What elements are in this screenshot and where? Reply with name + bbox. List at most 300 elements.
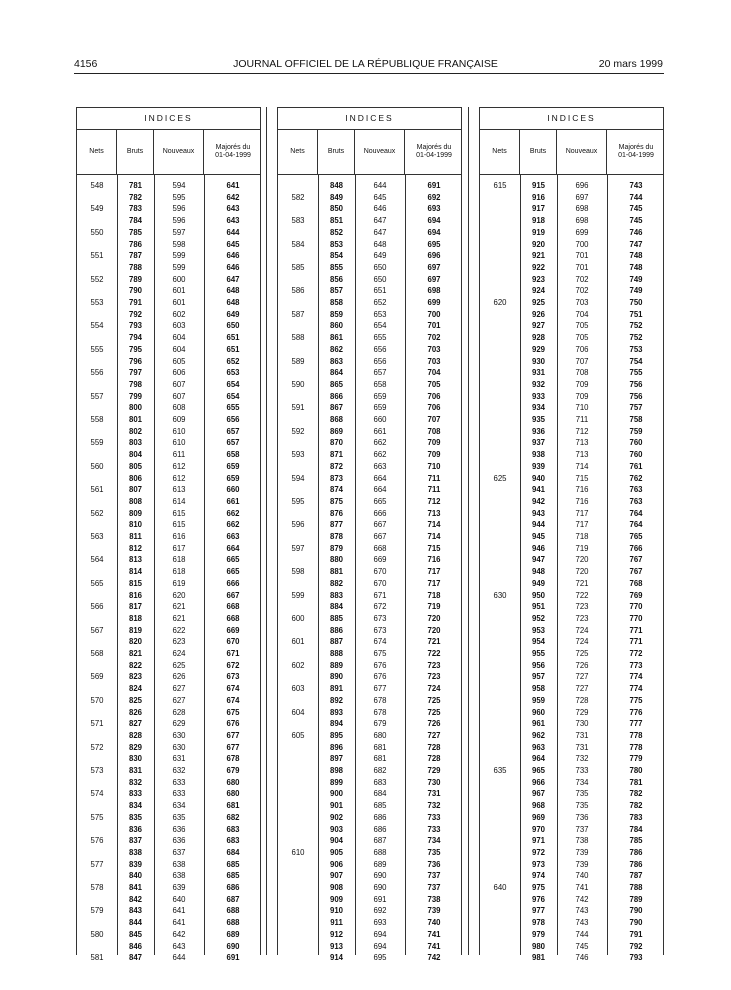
cell-bruts: 936 [531, 426, 545, 436]
cell-bruts: 966 [531, 777, 545, 787]
cell-nouveaux: 652 [373, 298, 387, 307]
cell-majores: 694 [427, 227, 441, 237]
cell-nouveaux: 689 [373, 859, 387, 869]
cell-nets: 570 [90, 695, 104, 705]
cell-majores: 763 [629, 496, 643, 506]
cell-nouveaux: 621 [172, 602, 186, 612]
cell-majores: 781 [629, 777, 643, 787]
cell-majores: 697 [427, 274, 441, 284]
table-row [278, 870, 461, 882]
cell-majores: 761 [629, 461, 643, 471]
table-row [77, 414, 260, 426]
cell-nouveaux: 722 [575, 590, 589, 600]
table-row [77, 718, 260, 730]
cell-nouveaux: 709 [575, 379, 589, 389]
cell-bruts: 919 [531, 227, 545, 237]
table-row [77, 554, 260, 566]
cell-majores: 787 [629, 871, 643, 881]
cell-bruts: 944 [531, 520, 545, 530]
table-row [278, 590, 461, 602]
cell-majores: 662 [226, 508, 240, 518]
cell-nouveaux: 646 [373, 204, 387, 214]
cell-nets: 598 [291, 567, 305, 577]
table-row [480, 239, 663, 251]
cell-majores: 745 [629, 204, 643, 214]
cell-nouveaux: 715 [575, 473, 589, 483]
cell-majores: 737 [427, 871, 441, 881]
cell-nouveaux: 737 [575, 824, 589, 834]
cell-majores: 789 [629, 894, 643, 904]
cell-bruts: 850 [329, 204, 343, 214]
cell-majores: 737 [427, 883, 441, 892]
table-row [77, 250, 260, 262]
cell-nouveaux: 742 [575, 894, 589, 904]
table-row [77, 192, 260, 204]
cell-nouveaux: 601 [172, 298, 186, 307]
column-header-majores [204, 129, 262, 174]
cell-majores: 782 [629, 789, 643, 799]
cell-majores: 714 [427, 532, 441, 541]
cell-majores: 649 [226, 309, 240, 319]
table-row [77, 730, 260, 742]
cell-nets: 555 [90, 344, 104, 354]
cell-majores: 700 [427, 309, 441, 319]
cell-nouveaux: 639 [172, 883, 186, 892]
cell-majores: 703 [427, 344, 441, 354]
cell-nouveaux: 699 [575, 227, 589, 237]
cell-nouveaux: 602 [172, 309, 186, 319]
cell-majores: 772 [629, 649, 643, 658]
table-row [480, 344, 663, 356]
table-body [480, 174, 663, 963]
cell-nouveaux: 731 [575, 742, 589, 752]
cell-nouveaux: 744 [575, 929, 589, 939]
cell-nets: 592 [291, 426, 305, 436]
cell-bruts: 974 [531, 871, 545, 881]
cell-nouveaux: 683 [373, 777, 387, 787]
table-body [278, 174, 461, 963]
cell-nouveaux: 716 [575, 485, 589, 495]
cell-bruts: 962 [531, 730, 545, 740]
cell-bruts: 971 [531, 836, 545, 846]
cell-nouveaux: 626 [172, 672, 186, 682]
table-row [278, 718, 461, 730]
cell-bruts: 811 [129, 532, 142, 541]
column-header-bruts [117, 129, 154, 174]
cell-bruts: 981 [531, 953, 545, 963]
table-row [278, 227, 461, 239]
cell-nouveaux: 635 [172, 812, 186, 822]
cell-majores: 653 [226, 368, 240, 378]
cell-majores: 703 [427, 356, 441, 366]
cell-bruts: 979 [531, 929, 545, 939]
cell-majores: 674 [226, 684, 240, 694]
cell-nouveaux: 656 [373, 344, 387, 354]
cell-bruts: 863 [329, 356, 343, 366]
cell-nouveaux: 714 [575, 461, 589, 471]
cell-majores: 788 [629, 883, 643, 892]
cell-nouveaux: 712 [575, 426, 589, 436]
cell-nouveaux: 618 [172, 555, 186, 565]
table-row [480, 367, 663, 379]
table-row [480, 859, 663, 871]
cell-nouveaux: 713 [575, 438, 589, 448]
cell-majores: 673 [226, 672, 240, 682]
cell-majores: 683 [226, 836, 240, 846]
cell-majores: 662 [226, 520, 240, 530]
cell-majores: 777 [629, 719, 643, 729]
cell-nouveaux: 631 [172, 754, 186, 764]
cell-nouveaux: 657 [373, 368, 387, 378]
table-row [480, 847, 663, 859]
cell-majores: 741 [427, 941, 441, 951]
cell-majores: 740 [427, 918, 441, 928]
cell-majores: 722 [427, 649, 441, 658]
cell-nouveaux: 739 [575, 859, 589, 869]
table-row [480, 683, 663, 695]
cell-bruts: 964 [531, 754, 545, 764]
table-row [77, 391, 260, 403]
cell-bruts: 849 [329, 192, 343, 202]
table-row [77, 952, 260, 964]
cell-majores: 767 [629, 567, 643, 577]
cell-nouveaux: 603 [172, 321, 186, 331]
cell-nets: 597 [291, 543, 305, 553]
cell-nouveaux: 671 [373, 590, 387, 600]
cell-nouveaux: 663 [373, 461, 387, 471]
cell-nouveaux: 627 [172, 695, 186, 705]
cell-nouveaux: 662 [373, 450, 387, 460]
column-header-label: Nouveaux [363, 147, 396, 155]
cell-nets: 603 [291, 684, 305, 694]
cell-bruts: 809 [128, 508, 142, 518]
cell-nets: 551 [90, 251, 104, 261]
table-row [77, 215, 260, 227]
cell-nouveaux: 673 [373, 625, 387, 635]
cell-nouveaux: 598 [172, 239, 186, 249]
cell-nets: 566 [90, 602, 104, 612]
cell-majores: 711 [427, 473, 441, 483]
cell-nouveaux: 600 [172, 274, 186, 284]
table-row [480, 660, 663, 672]
cell-majores: 743 [629, 181, 643, 190]
column-header-nouveaux [355, 129, 405, 174]
cell-majores: 723 [427, 660, 441, 670]
table-row [480, 508, 663, 520]
cell-majores: 718 [427, 590, 441, 600]
cell-majores: 709 [427, 450, 441, 460]
cell-majores: 670 [226, 637, 240, 647]
cell-nouveaux: 664 [373, 485, 387, 495]
cell-majores: 675 [226, 707, 240, 717]
cell-nets: 591 [291, 403, 305, 413]
cell-bruts: 896 [329, 742, 343, 752]
cell-nouveaux: 606 [172, 368, 186, 378]
cell-nets: 584 [291, 239, 305, 249]
table-row [480, 601, 663, 613]
cell-bruts: 892 [329, 695, 343, 705]
table-row [278, 859, 461, 871]
table-row [77, 917, 260, 929]
cell-bruts: 781 [128, 181, 142, 190]
cell-bruts: 882 [329, 578, 343, 588]
cell-nets: 600 [291, 613, 305, 623]
cell-bruts: 838 [128, 847, 142, 857]
column-header-nets [278, 129, 318, 174]
cell-bruts: 868 [329, 415, 343, 424]
cell-nets: 604 [291, 707, 305, 717]
cell-bruts: 848 [329, 181, 343, 190]
cell-nets: 615 [493, 181, 507, 190]
cell-majores: 736 [427, 859, 441, 869]
cell-majores: 726 [427, 719, 441, 729]
cell-majores: 778 [629, 730, 643, 740]
cell-nets: 593 [291, 450, 305, 460]
cell-majores: 714 [427, 520, 441, 530]
cell-majores: 719 [427, 602, 441, 612]
cell-nets: 582 [291, 192, 305, 202]
cell-bruts: 956 [531, 660, 545, 670]
table-row [480, 929, 663, 941]
cell-majores: 688 [226, 918, 240, 928]
cell-majores: 776 [629, 707, 643, 717]
cell-nouveaux: 711 [575, 415, 589, 424]
cell-majores: 690 [226, 941, 240, 951]
cell-nouveaux: 741 [575, 883, 589, 892]
table-row [480, 765, 663, 777]
table-row [480, 250, 663, 262]
table-row [480, 554, 663, 566]
cell-bruts: 832 [128, 777, 142, 787]
cell-nets: 567 [90, 625, 104, 635]
cell-nets: 578 [90, 883, 104, 892]
journal-title: JOURNAL OFFICIEL DE LA RÉPUBLIQUE FRANÇAISE [233, 58, 498, 70]
cell-majores: 678 [226, 754, 240, 764]
table-row [278, 707, 461, 719]
cell-nouveaux: 661 [373, 426, 387, 436]
cell-bruts: 969 [531, 812, 545, 822]
cell-bruts: 913 [329, 941, 343, 951]
table-row [480, 835, 663, 847]
cell-nets: 552 [90, 274, 104, 284]
cell-nets: 569 [90, 672, 104, 682]
table-row [77, 788, 260, 800]
cell-nouveaux: 622 [172, 625, 186, 635]
cell-majores: 686 [226, 883, 240, 892]
cell-bruts: 822 [128, 660, 142, 670]
cell-nets: 596 [291, 520, 305, 530]
cell-nouveaux: 633 [172, 777, 186, 787]
cell-nouveaux: 708 [575, 368, 589, 378]
cell-bruts: 881 [329, 567, 343, 577]
cell-nouveaux: 732 [575, 754, 589, 764]
cell-nets: 548 [90, 181, 104, 190]
cell-majores: 694 [427, 216, 441, 226]
cell-majores: 754 [629, 356, 643, 366]
cell-majores: 742 [427, 953, 441, 963]
cell-nouveaux: 700 [575, 239, 589, 249]
cell-nouveaux: 656 [373, 356, 387, 366]
cell-bruts: 783 [128, 204, 142, 214]
cell-nets: 594 [291, 473, 305, 483]
table-row [278, 508, 461, 520]
cell-nouveaux: 666 [373, 508, 387, 518]
cell-bruts: 871 [329, 450, 343, 460]
cell-bruts: 847 [128, 953, 142, 963]
table-row [77, 707, 260, 719]
table-row [480, 461, 663, 473]
cell-bruts: 976 [531, 894, 545, 904]
cell-bruts: 824 [128, 684, 142, 694]
table-row [480, 227, 663, 239]
cell-majores: 724 [427, 684, 441, 694]
cell-bruts: 973 [531, 859, 545, 869]
cell-majores: 729 [427, 766, 441, 775]
cell-bruts: 957 [531, 672, 545, 682]
cell-nouveaux: 648 [373, 239, 387, 249]
cell-majores: 713 [427, 508, 441, 518]
table-row [480, 356, 663, 368]
cell-nouveaux: 730 [575, 719, 589, 729]
cell-majores: 648 [226, 286, 240, 296]
cell-bruts: 836 [128, 824, 142, 834]
cell-majores: 784 [629, 824, 643, 834]
table-row [278, 636, 461, 648]
cell-nets: 590 [291, 379, 305, 389]
table-row [480, 671, 663, 683]
cell-bruts: 891 [329, 684, 343, 694]
table-row [77, 905, 260, 917]
cell-bruts: 894 [329, 719, 343, 729]
table-row [77, 613, 260, 625]
cell-majores: 659 [226, 473, 240, 483]
cell-nouveaux: 690 [373, 871, 387, 881]
cell-majores: 727 [427, 730, 441, 740]
cell-majores: 783 [629, 812, 643, 822]
cell-bruts: 885 [329, 613, 343, 623]
cell-nouveaux: 709 [575, 391, 589, 401]
cell-nouveaux: 625 [172, 660, 186, 670]
cell-majores: 689 [226, 929, 240, 939]
cell-nouveaux: 734 [575, 777, 589, 787]
cell-bruts: 880 [329, 555, 343, 565]
cell-nouveaux: 739 [575, 847, 589, 857]
cell-majores: 717 [427, 578, 441, 588]
cell-nouveaux: 701 [575, 251, 589, 261]
cell-majores: 715 [427, 543, 441, 553]
cell-nets: 557 [90, 391, 104, 401]
cell-bruts: 915 [531, 181, 545, 190]
cell-nouveaux: 679 [373, 719, 387, 729]
cell-nets: 554 [90, 321, 104, 331]
cell-majores: 704 [427, 368, 441, 378]
cell-bruts: 920 [531, 239, 545, 249]
table-row [480, 941, 663, 953]
cell-nouveaux: 659 [373, 391, 387, 401]
cell-majores: 746 [629, 227, 643, 237]
cell-majores: 762 [629, 473, 643, 483]
cell-bruts: 872 [329, 461, 343, 471]
cell-majores: 668 [226, 613, 240, 623]
cell-nouveaux: 738 [575, 836, 589, 846]
table-row [278, 461, 461, 473]
cell-majores: 657 [226, 438, 240, 448]
cell-nouveaux: 664 [373, 473, 387, 483]
table-row [278, 812, 461, 824]
table-row [278, 671, 461, 683]
table-row [278, 788, 461, 800]
column-header-majores [405, 129, 463, 174]
cell-nouveaux: 721 [575, 578, 589, 588]
table-row [278, 391, 461, 403]
cell-nouveaux: 641 [172, 918, 186, 928]
cell-majores: 687 [226, 894, 240, 904]
table-row [480, 379, 663, 391]
table-row [77, 753, 260, 765]
cell-nets: 550 [90, 227, 104, 237]
column-header-label: Majorés du 01-04-1999 [215, 143, 251, 159]
cell-nouveaux: 727 [575, 672, 589, 682]
cell-majores: 684 [226, 847, 240, 857]
table-row [77, 437, 260, 449]
table-row [278, 753, 461, 765]
table-row [480, 332, 663, 344]
table-row [77, 379, 260, 391]
cell-bruts: 843 [128, 906, 142, 916]
cell-nouveaux: 678 [373, 707, 387, 717]
cell-bruts: 796 [128, 356, 142, 366]
table-row [77, 636, 260, 648]
table-row [77, 671, 260, 683]
cell-majores: 661 [226, 496, 240, 506]
table-row [77, 566, 260, 578]
cell-majores: 750 [629, 298, 643, 307]
header-rule [74, 73, 664, 74]
cell-nouveaux: 618 [172, 567, 186, 577]
cell-majores: 658 [226, 450, 240, 460]
cell-nouveaux: 723 [575, 602, 589, 612]
cell-nouveaux: 685 [373, 801, 387, 811]
cell-nouveaux: 623 [172, 637, 186, 647]
cell-majores: 738 [427, 894, 441, 904]
table-row [77, 262, 260, 274]
cell-bruts: 825 [128, 695, 142, 705]
column-header-bruts [520, 129, 557, 174]
cell-bruts: 899 [329, 777, 343, 787]
cell-nouveaux: 743 [575, 906, 589, 916]
table-row [77, 285, 260, 297]
cell-nets: 575 [90, 812, 104, 822]
cell-bruts: 828 [128, 730, 142, 740]
cell-majores: 654 [226, 391, 240, 401]
table-row [480, 566, 663, 578]
table-row [480, 519, 663, 531]
cell-majores: 732 [427, 801, 441, 811]
cell-nets: 565 [90, 578, 104, 588]
cell-majores: 733 [427, 812, 441, 822]
table-row [278, 835, 461, 847]
column-header-majores [607, 129, 665, 174]
table-row [278, 800, 461, 812]
cell-bruts: 831 [128, 766, 142, 775]
cell-majores: 786 [629, 847, 643, 857]
cell-nouveaux: 695 [373, 953, 387, 963]
cell-bruts: 802 [128, 426, 142, 436]
table-row [278, 730, 461, 742]
cell-nets: 601 [291, 637, 305, 647]
table-row [77, 496, 260, 508]
indices-table [277, 107, 462, 963]
